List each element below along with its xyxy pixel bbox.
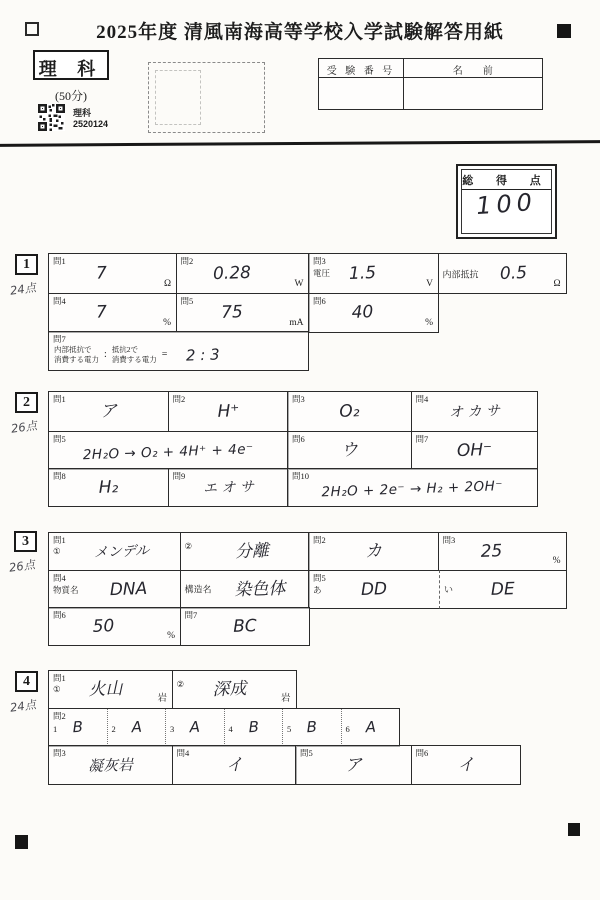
s1-q3-unit: V xyxy=(426,279,433,289)
s1-q4-label: 問4 xyxy=(53,295,66,306)
s4-q3-answer: 凝灰岩 xyxy=(87,755,134,776)
name-field xyxy=(403,77,544,111)
s4-q2-subcells xyxy=(49,709,399,746)
s4-q2-subcell-4 xyxy=(225,709,284,746)
s2-q2-answer: H⁺ xyxy=(216,401,240,423)
s4-q5-label: 問5 xyxy=(300,748,313,758)
s4-q2-subnum-3: 3 xyxy=(170,723,175,734)
s4-q6-answer: イ xyxy=(456,754,475,776)
s4-q3-label: 問3 xyxy=(53,748,66,758)
s4-q2-answer-3: A xyxy=(189,717,201,737)
s3-q4a-cell xyxy=(48,570,181,609)
s3-q1-label: 問1 xyxy=(53,535,66,545)
s2-q3-cell xyxy=(287,391,412,432)
s3-q5a-sublabel: あ xyxy=(313,584,322,595)
s2-q9-label: 問9 xyxy=(172,471,186,481)
page-title: 2025年度 清風南海高等学校入学試験解答用紙 xyxy=(96,22,504,43)
section-1-number: 1 xyxy=(15,254,38,275)
s1-q1-answer: 7 xyxy=(95,263,108,284)
s2-q9-answer: エ オ サ xyxy=(202,479,254,498)
s4-q1b-suffix: 岩 xyxy=(280,694,291,704)
s3-q4b-answer: 染色体 xyxy=(233,578,286,601)
s4-q2-answer-2: A xyxy=(130,717,142,737)
s2-q1-answer: ア xyxy=(99,401,118,423)
s1-q7-expression xyxy=(54,345,304,365)
s1-q2-answer: 0.28 xyxy=(212,263,251,285)
s3-q4-label: 問4 xyxy=(53,572,66,583)
s3-q4a-sublabel: 物質名 xyxy=(53,584,79,595)
s3-q6-unit: % xyxy=(167,631,175,641)
s2-q8-cell xyxy=(48,468,169,507)
s2-q6-label: 問6 xyxy=(292,433,305,444)
s3-q5b-sublabel: い xyxy=(444,584,454,595)
section-4-points: 24点 xyxy=(9,697,37,715)
total-score-box xyxy=(456,164,557,239)
s2-q2-cell xyxy=(168,391,289,432)
s2-q3-label: 問3 xyxy=(292,394,305,404)
corner-mark-bottom-left xyxy=(15,835,28,849)
s4-q4-label: 問4 xyxy=(176,748,190,758)
s3-q1b-cell xyxy=(180,532,310,571)
s4-q6-label: 問6 xyxy=(415,748,429,758)
s4-q2-answer-1: B xyxy=(72,717,84,737)
exam-number-field xyxy=(318,77,404,111)
s1-q6-unit: % xyxy=(425,317,433,328)
exam-number-header: 受 験 番 号 xyxy=(326,66,396,77)
s4-q2-subcell-6 xyxy=(342,709,400,746)
corner-mark-bottom-right xyxy=(568,823,580,836)
s4-q2-subnum-1: 1 xyxy=(53,723,58,734)
s4-q3-cell xyxy=(48,745,173,785)
s4-q2-subnum-2: 2 xyxy=(111,723,116,734)
s2-q4-label: 問4 xyxy=(415,394,429,404)
s3-q3-label: 問3 xyxy=(442,535,456,545)
s1-internal-resistance-cell xyxy=(438,253,567,294)
s4-q2-subcell-3 xyxy=(166,709,225,746)
s1-q7-left-line2: 消費する電力 xyxy=(54,354,99,364)
total-score-label: 総 得 点 xyxy=(462,170,551,190)
s1-q7-right-line1: 抵抗2で xyxy=(111,345,139,354)
s4-q2-label: 問2 xyxy=(53,710,66,721)
s2-q5-cell xyxy=(48,431,289,470)
subject-box: 理 科 xyxy=(33,50,109,80)
s2-q1-cell xyxy=(48,391,169,432)
s3-q1b-sublabel: ② xyxy=(184,541,193,551)
s3-q1a-answer: メンデル xyxy=(93,543,150,562)
s1-q7-colon: : xyxy=(104,349,107,361)
qr-caption-code: 2520124 xyxy=(73,119,109,130)
s4-q2-answer-4: B xyxy=(247,717,259,737)
s4-q1a-suffix: 岩 xyxy=(157,694,167,704)
s2-q10-cell xyxy=(287,468,538,507)
qr-caption xyxy=(73,108,108,131)
paste-area-inner-box xyxy=(155,70,201,125)
s4-q2-subnum-4: 4 xyxy=(228,723,233,734)
s1-q5-cell xyxy=(176,293,310,333)
s1-q1-label: 問1 xyxy=(53,256,66,266)
s4-q2-cell xyxy=(48,708,400,747)
s3-q3-cell xyxy=(438,532,567,571)
s3-q1a-cell xyxy=(48,532,181,571)
s1-q7-left-line1: 内部抵抗で xyxy=(54,345,92,354)
s1-q7-label: 問7 xyxy=(53,334,66,344)
s3-q6-label: 問6 xyxy=(53,610,66,620)
s3-q3-unit: % xyxy=(552,556,561,566)
s1-q7-right-line2: 消費する電力 xyxy=(111,354,157,364)
s1-q3-label: 問3 xyxy=(313,256,326,266)
s3-q5b-answer: DE xyxy=(490,578,515,600)
s1-q5-answer: 75 xyxy=(220,302,243,324)
s4-q4-cell xyxy=(172,745,297,785)
s1-q1-cell xyxy=(48,253,177,294)
s1-q4-unit: % xyxy=(163,317,171,328)
s4-q2-subcell-2 xyxy=(108,709,167,746)
section-3-points: 26点 xyxy=(8,557,36,575)
s1-q7-cell xyxy=(48,331,309,371)
s3-q6-answer: 50 xyxy=(92,616,115,638)
s3-q4b-cell xyxy=(180,570,310,609)
section-3-number: 3 xyxy=(14,531,37,552)
s1-q7-equals: = xyxy=(161,349,168,361)
duration-label: (50分) xyxy=(55,89,87,103)
s3-q4a-answer: DNA xyxy=(109,578,148,600)
s2-q7-cell xyxy=(411,431,538,470)
s1-q6-label: 問6 xyxy=(313,295,326,306)
s2-q8-answer: H₂ xyxy=(98,477,119,499)
s2-q7-answer: OH⁻ xyxy=(456,439,492,461)
s3-q7-answer: BC xyxy=(232,616,257,638)
s1-internal-resistance-unit: Ω xyxy=(553,279,561,289)
s2-q2-label: 問2 xyxy=(172,394,186,404)
s3-q5-label: 問5 xyxy=(313,572,326,583)
s1-q5-unit: mA xyxy=(289,317,304,328)
s2-q3-answer: O₂ xyxy=(339,401,360,423)
s3-q2-answer: カ xyxy=(364,541,383,563)
s4-q4-answer: イ xyxy=(225,754,243,776)
qr-caption-subject: 理科 xyxy=(73,108,92,118)
s4-q2-subnum-6: 6 xyxy=(345,723,350,734)
s1-q2-label: 問2 xyxy=(180,256,194,266)
s3-q7-label: 問7 xyxy=(184,610,198,620)
s1-q4-cell xyxy=(48,293,177,333)
s2-q6-cell xyxy=(287,431,412,470)
s4-q1b-sublabel: ② xyxy=(176,679,185,689)
section-1-points: 24点 xyxy=(9,280,37,298)
s4-q2-subnum-5: 5 xyxy=(287,723,292,734)
total-score-inner-frame xyxy=(461,169,552,234)
s4-q2-answer-5: B xyxy=(306,717,318,737)
total-score-value: 100 xyxy=(475,187,538,221)
s4-q1b-cell xyxy=(172,670,297,709)
s2-q10-answer: 2H₂O + 2e⁻ → H₂ + 2OH⁻ xyxy=(321,478,504,501)
s3-q5a-cell xyxy=(308,570,439,609)
s1-q6-cell xyxy=(308,293,439,333)
examinee-table xyxy=(318,58,543,110)
s1-internal-resistance-answer: 0.5 xyxy=(499,263,527,285)
s1-q3-cell xyxy=(308,253,439,294)
s3-q4b-sublabel: 構造名 xyxy=(184,584,212,595)
s4-q6-cell xyxy=(411,745,521,785)
s3-q1a-sublabel: ① xyxy=(53,546,61,556)
s3-q5b-cell xyxy=(439,570,567,609)
s1-q6-answer: 40 xyxy=(351,302,374,324)
s1-internal-resistance-label: 内部抵抗 xyxy=(442,269,479,279)
s2-q4-answer: オ カ サ xyxy=(448,403,500,422)
s4-q1a-cell xyxy=(48,670,173,709)
s2-q5-label: 問5 xyxy=(53,433,66,444)
s3-q3-answer: 25 xyxy=(479,541,503,563)
s4-q1a-sublabel: ① xyxy=(53,684,61,694)
s1-q3-answer: 1.5 xyxy=(348,263,377,285)
s4-q5-cell xyxy=(295,745,412,785)
s1-q2-unit: W xyxy=(294,279,304,289)
s3-q5a-answer: DD xyxy=(360,578,388,600)
s3-q2-cell xyxy=(308,532,439,571)
s1-q4-answer: 7 xyxy=(95,302,108,323)
s1-q5-label: 問5 xyxy=(180,295,194,306)
s2-q7-label: 問7 xyxy=(415,433,429,444)
s4-q2-subcell-5 xyxy=(283,709,342,746)
section-2-points: 26点 xyxy=(10,418,38,436)
s2-q5-answer: 2H₂O → O₂ + 4H⁺ + 4e⁻ xyxy=(82,441,254,464)
s2-q10-label: 問10 xyxy=(292,471,310,481)
qr-code-icon xyxy=(38,104,65,131)
section-4-number: 4 xyxy=(15,671,38,692)
s2-q6-answer: ウ xyxy=(340,439,359,461)
s3-q2-label: 問2 xyxy=(313,535,326,545)
s3-q7-cell xyxy=(180,607,310,646)
section-2-number: 2 xyxy=(15,392,38,413)
s2-q9-cell xyxy=(168,468,289,507)
s3-q1b-answer: 分離 xyxy=(234,541,269,563)
s4-q1-label: 問1 xyxy=(53,673,66,683)
s4-q5-answer: ア xyxy=(344,754,363,776)
header-divider xyxy=(0,140,600,146)
s2-q4-cell xyxy=(411,391,538,432)
s1-q3-sublabel: 電圧 xyxy=(313,268,331,278)
s1-q2-cell xyxy=(176,253,310,294)
s4-q1a-answer: 火山 xyxy=(88,679,123,701)
s1-q1-unit: Ω xyxy=(163,279,171,289)
s4-q2-answer-6: A xyxy=(364,717,376,737)
s2-q8-label: 問8 xyxy=(53,471,66,481)
s4-q1b-answer: 深成 xyxy=(211,679,247,701)
s2-q1-label: 問1 xyxy=(53,394,66,404)
s3-q6-cell xyxy=(48,607,181,646)
name-header: 名 前 xyxy=(452,66,493,77)
s1-q7-answer: 2 : 3 xyxy=(186,345,221,365)
